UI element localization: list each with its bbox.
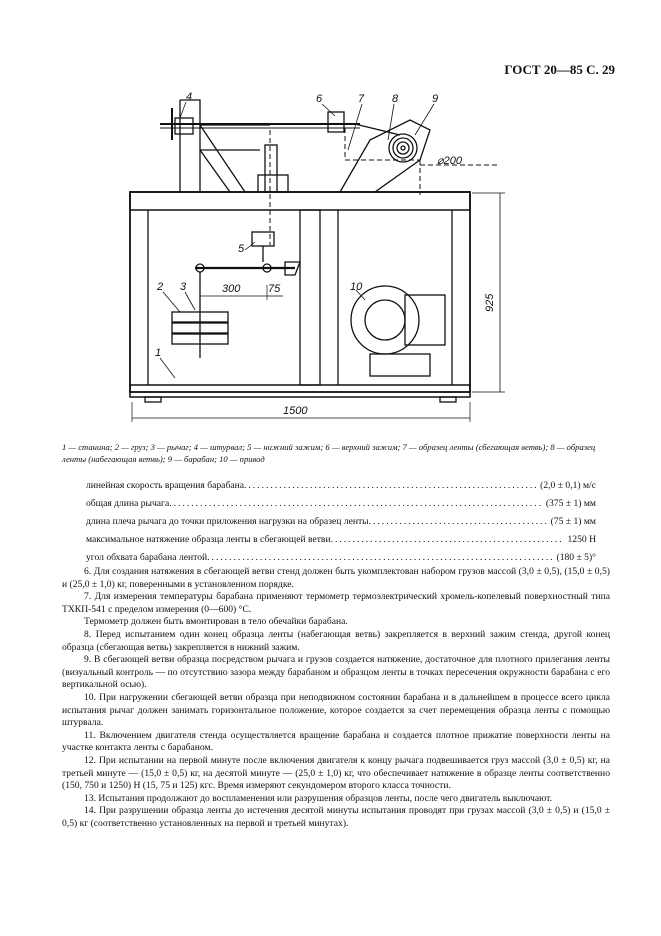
dot-leader <box>207 549 552 567</box>
fig-label-2: 2 <box>157 281 164 293</box>
test-stand-figure <box>0 0 661 440</box>
body-text <box>62 566 610 830</box>
fig-label-1: 1 <box>155 347 162 359</box>
param-value: (2,0 ± 0,1) м/с <box>540 480 596 491</box>
dot-leader <box>331 531 564 549</box>
paragraph: 11. Включением двигателя стенда осуществляется вращение барабана и создается плотное прижатие поверхности ленты на участке контакта ленты с барабаном. <box>62 729 610 754</box>
paragraph: 8. Перед испытанием один конец образца ленты (набегающая ветвь) закрепляется в верхний зажим стенда, другой конец образца (сбегающая ветвь) закрепляется в нижний зажим. <box>62 628 610 653</box>
dot-leader <box>369 513 547 531</box>
fig-label-8: 8 <box>392 93 399 105</box>
param-label: угол обхвата барабана лентой <box>86 552 208 563</box>
parameter-list <box>86 477 596 567</box>
param-row <box>86 477 596 495</box>
param-label: линейная скорость вращения барабана <box>86 480 244 491</box>
dot-leader <box>244 477 536 495</box>
param-value: (180 ± 5)° <box>556 552 596 563</box>
paragraph: 9. В сбегающей ветви образца посредством рычага и грузов создается натяжение, достаточное для плотного прилегания ленты (визуальный контроль — по отсутствию зазора между барабаном и образцом ленты в точках пересечения окружности барабана с его вертикальной осью). <box>62 654 610 691</box>
dim-1500: 1500 <box>283 405 308 417</box>
dim-75: 75 <box>268 283 281 295</box>
paragraph: 7. Для измерения температуры барабана применяют термометр термоэлектрический хромель-копелевый поверхностный типа ТХКП-541 с пределом измерения (0—600) °С. <box>62 591 610 615</box>
figure-caption: 1 — станина; 2 — груз; 3 — рычаг; 4 — штурвал; 5 — нижний зажим; 6 — верхний зажим; 7 — образец ленты (сбегающая ветвь); 8 — образец ленты (набегающая ветвь); 9 — барабан; 10 — привод <box>62 442 596 464</box>
paragraph: 6. Для создания натяжения в сбегающей ветви стенд должен быть укомплектован набором грузов массой (3,0 ± 0,5), (15,0 ± 0,5) и (25,0 ± 1,0) кг, поверенными в установленном порядке. <box>62 566 610 590</box>
paragraph: 12. При испытании на первой минуте после включения двигателя к концу рычага подвешивается груз массой (3,0 ± 0,5) кг, на третьей минуте — (15,0 ± 0,5) кг, на десятой минуте — (25,0 ± 1,0) кг, что обеспечивает натяжение в образце ленты соответственно (150, 750 и 1250) Н (15, 75 и 125) кгс. Время измеряют секундомером второго класса точности. <box>62 754 610 792</box>
paragraph: 14. При разрушении образца ленты до истечения десятой минуты испытания проводят при грузах массой (3,0 ± 0,5) и (15,0 ± 0,5) кг (соответственно установленных на первой и третьей минутах). <box>62 805 610 829</box>
param-row <box>86 549 596 567</box>
param-label: общая длина рычага <box>86 498 170 509</box>
param-value: (375 ± 1) мм <box>545 498 596 509</box>
fig-label-6: 6 <box>316 93 323 105</box>
param-label: максимальное натяжение образца ленты в сбегающей ветви <box>86 534 331 545</box>
paragraph: 10. При нагружении сбегающей ветви образца при неподвижном состоянии барабана и в дальнейшем в процессе всего цикла испытания рычаг должен занимать горизонтальное положение, которое создается за счет перемещения образца ленты с помощью штурвала. <box>62 691 610 729</box>
param-row <box>86 513 596 531</box>
fig-label-3: 3 <box>180 281 187 293</box>
fig-label-7: 7 <box>358 93 365 105</box>
paragraph: 13. Испытания продолжают до воспламенения или разрушения образцов ленты, после чего двигатель выключают. <box>84 792 552 804</box>
fig-label-5: 5 <box>238 243 245 255</box>
page-header: ГОСТ 20—85 С. 29 <box>504 62 615 77</box>
fig-label-10: 10 <box>350 281 363 293</box>
fig-label-9: 9 <box>432 93 439 105</box>
dim-300: 300 <box>222 283 241 295</box>
dim-drum-diameter: ⌀200 <box>437 155 462 167</box>
paragraph: Термометр должен быть вмонтирован в тело обечайки барабана. <box>84 616 348 628</box>
param-row <box>86 495 596 513</box>
dot-leader <box>169 495 542 513</box>
fig-label-4: 4 <box>186 91 193 103</box>
param-value: (75 ± 1) мм <box>550 516 596 527</box>
param-value: 1250 Н <box>567 534 596 545</box>
dim-925: 925 <box>484 293 496 312</box>
param-label: длина плеча рычага до точки приложения нагрузки на образец ленты <box>86 516 369 527</box>
param-row <box>86 531 596 549</box>
